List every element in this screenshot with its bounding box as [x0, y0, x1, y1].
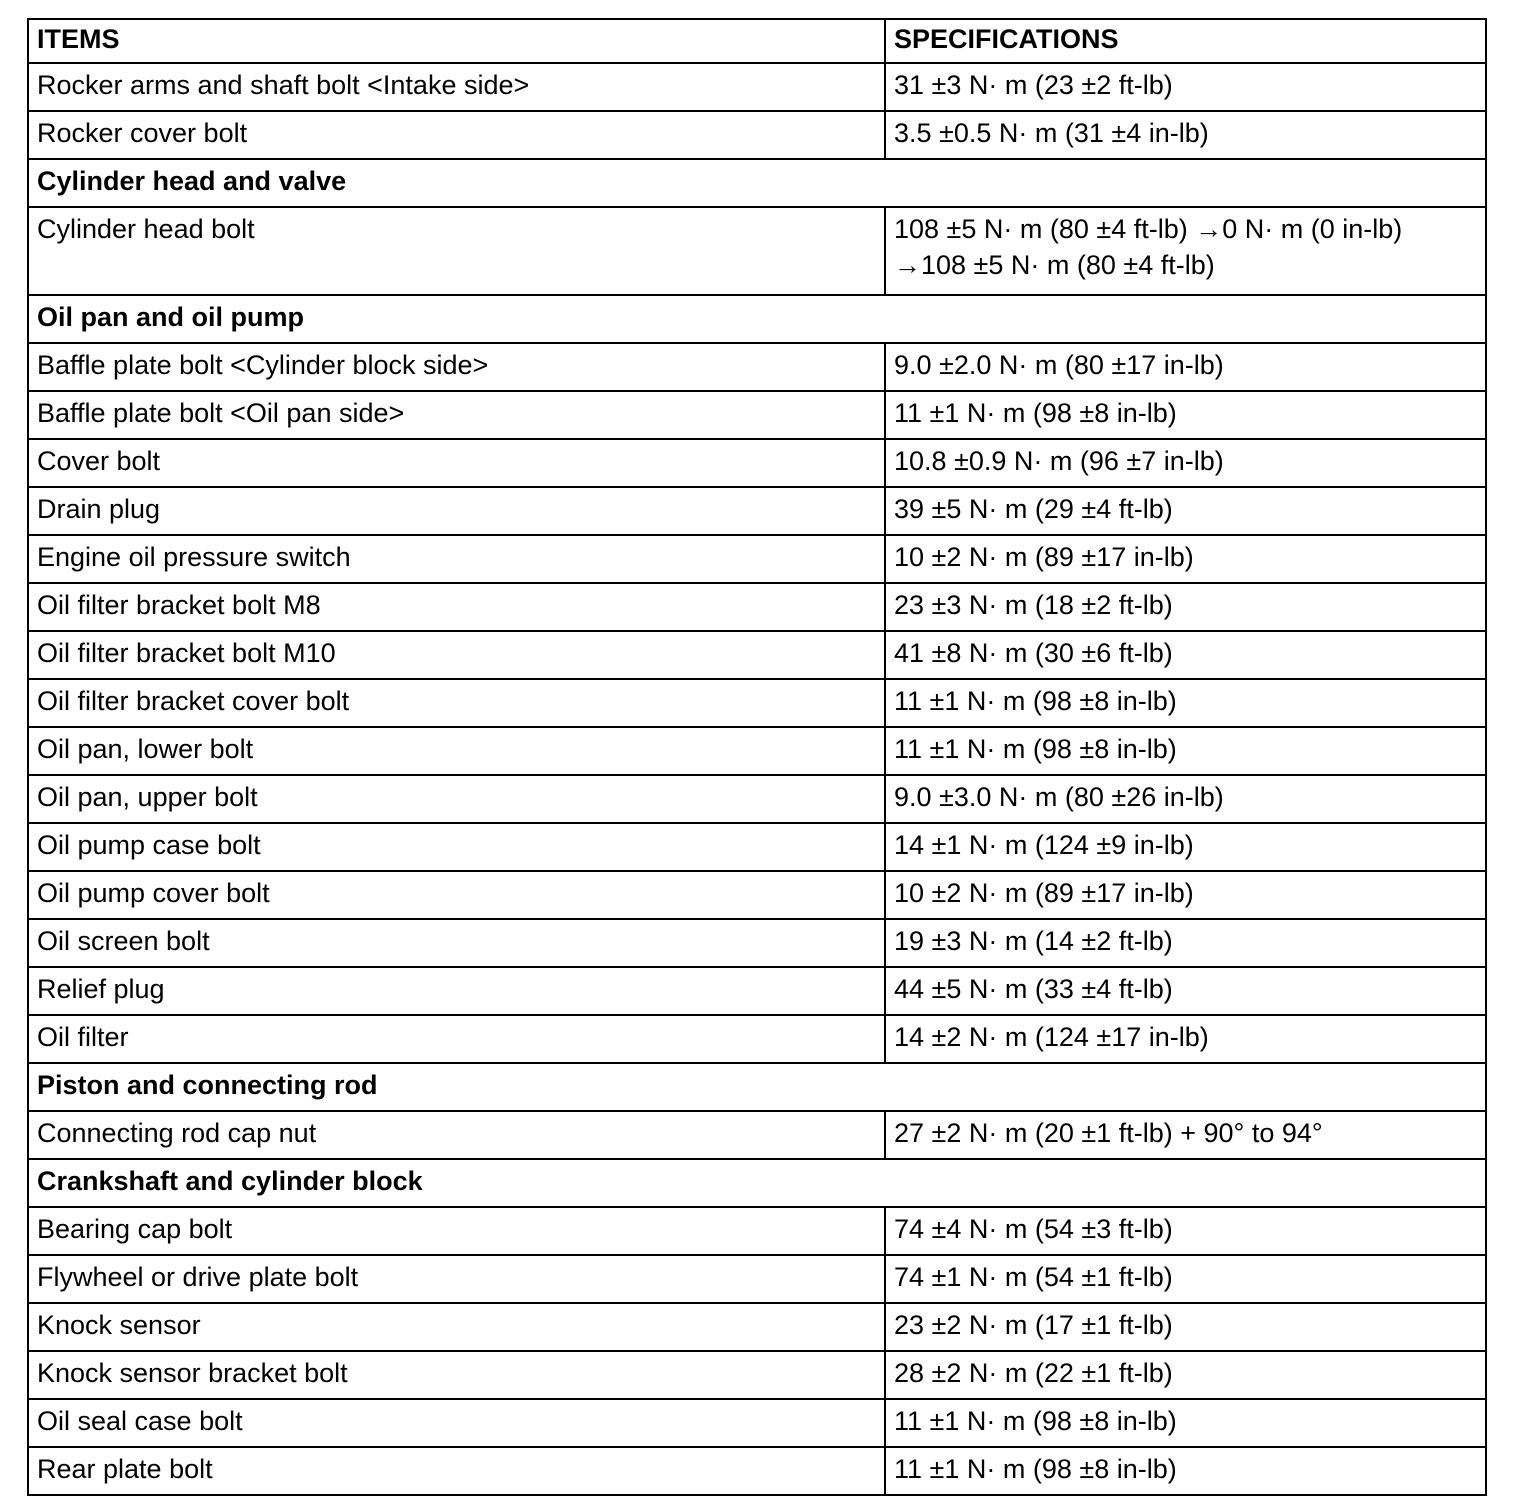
table-row [28, 919, 1486, 967]
table-row [28, 535, 1486, 583]
table-row [28, 487, 1486, 535]
section-row [28, 159, 1486, 207]
item-cell: Engine oil pressure switch [28, 535, 885, 583]
table-row [28, 823, 1486, 871]
spec-cell: 74 ±4 N· m (54 ±3 ft-lb) [885, 1207, 1486, 1255]
item-cell: Rocker cover bolt [28, 111, 885, 159]
item-cell: Oil filter bracket cover bolt [28, 679, 885, 727]
item-cell: Cover bolt [28, 439, 885, 487]
spec-cell: 23 ±3 N· m (18 ±2 ft-lb) [885, 583, 1486, 631]
section-row [28, 295, 1486, 343]
item-cell: Oil filter [28, 1015, 885, 1063]
spec-cell: 10.8 ±0.9 N· m (96 ±7 in-lb) [885, 439, 1486, 487]
spec-cell: 74 ±1 N· m (54 ±1 ft-lb) [885, 1255, 1486, 1303]
spec-cell: 11 ±1 N· m (98 ±8 in-lb) [885, 1447, 1486, 1495]
table-row [28, 871, 1486, 919]
section-row [28, 1063, 1486, 1111]
spec-cell: 3.5 ±0.5 N· m (31 ±4 in-lb) [885, 111, 1486, 159]
table-row [28, 1255, 1486, 1303]
table-row [28, 1447, 1486, 1495]
section-heading: Piston and connecting rod [28, 1063, 1486, 1111]
spec-cell: 41 ±8 N· m (30 ±6 ft-lb) [885, 631, 1486, 679]
table-row [28, 583, 1486, 631]
header-specifications: SPECIFICATIONS [885, 19, 1486, 63]
table-row [28, 967, 1486, 1015]
item-cell: Drain plug [28, 487, 885, 535]
table-row [28, 207, 1486, 295]
section-heading: Oil pan and oil pump [28, 295, 1486, 343]
header-items: ITEMS [28, 19, 885, 63]
table-row [28, 63, 1486, 111]
item-cell: Oil pan, lower bolt [28, 727, 885, 775]
spec-cell: 10 ±2 N· m (89 ±17 in-lb) [885, 871, 1486, 919]
table-row [28, 679, 1486, 727]
table-row [28, 1207, 1486, 1255]
table-row [28, 111, 1486, 159]
spec-line: →108 ±5 N· m (80 ±4 ft-lb) [894, 250, 1215, 280]
torque-spec-table [27, 18, 1487, 1496]
item-cell: Oil filter bracket bolt M10 [28, 631, 885, 679]
item-cell: Bearing cap bolt [28, 1207, 885, 1255]
spec-cell: 27 ±2 N· m (20 ±1 ft-lb) + 90° to 94° [885, 1111, 1486, 1159]
spec-cell: 11 ±1 N· m (98 ±8 in-lb) [885, 391, 1486, 439]
item-cell: Knock sensor bracket bolt [28, 1351, 885, 1399]
spec-cell: 14 ±1 N· m (124 ±9 in-lb) [885, 823, 1486, 871]
table-row [28, 727, 1486, 775]
item-cell: Oil screen bolt [28, 919, 885, 967]
table-row [28, 391, 1486, 439]
table-row [28, 1351, 1486, 1399]
section-row [28, 1159, 1486, 1207]
item-cell: Rear plate bolt [28, 1447, 885, 1495]
table-row [28, 1303, 1486, 1351]
spec-table-body [28, 19, 1486, 1495]
item-cell: Oil pan, upper bolt [28, 775, 885, 823]
spec-cell: 31 ±3 N· m (23 ±2 ft-lb) [885, 63, 1486, 111]
spec-cell: 44 ±5 N· m (33 ±4 ft-lb) [885, 967, 1486, 1015]
table-row [28, 1015, 1486, 1063]
item-cell: Oil filter bracket bolt M8 [28, 583, 885, 631]
item-cell: Baffle plate bolt <Oil pan side> [28, 391, 885, 439]
section-heading: Cylinder head and valve [28, 159, 1486, 207]
spec-cell: 9.0 ±3.0 N· m (80 ±26 in-lb) [885, 775, 1486, 823]
spec-cell: 11 ±1 N· m (98 ±8 in-lb) [885, 727, 1486, 775]
section-heading: Crankshaft and cylinder block [28, 1159, 1486, 1207]
spec-cell: 10 ±2 N· m (89 ±17 in-lb) [885, 535, 1486, 583]
spec-cell: 11 ±1 N· m (98 ±8 in-lb) [885, 679, 1486, 727]
item-cell: Flywheel or drive plate bolt [28, 1255, 885, 1303]
item-cell: Cylinder head bolt [28, 207, 885, 295]
item-cell: Oil pump case bolt [28, 823, 885, 871]
spec-cell: 23 ±2 N· m (17 ±1 ft-lb) [885, 1303, 1486, 1351]
item-cell: Relief plug [28, 967, 885, 1015]
spec-cell: 39 ±5 N· m (29 ±4 ft-lb) [885, 487, 1486, 535]
item-cell: Knock sensor [28, 1303, 885, 1351]
item-cell: Connecting rod cap nut [28, 1111, 885, 1159]
table-row [28, 343, 1486, 391]
spec-cell [885, 207, 1486, 295]
table-row [28, 1399, 1486, 1447]
table-row [28, 439, 1486, 487]
table-row [28, 1111, 1486, 1159]
item-cell: Oil pump cover bolt [28, 871, 885, 919]
item-cell: Rocker arms and shaft bolt <Intake side> [28, 63, 885, 111]
item-cell: Oil seal case bolt [28, 1399, 885, 1447]
table-row [28, 775, 1486, 823]
table-row [28, 631, 1486, 679]
spec-cell: 19 ±3 N· m (14 ±2 ft-lb) [885, 919, 1486, 967]
spec-cell: 14 ±2 N· m (124 ±17 in-lb) [885, 1015, 1486, 1063]
spec-cell: 28 ±2 N· m (22 ±1 ft-lb) [885, 1351, 1486, 1399]
spec-cell: 9.0 ±2.0 N· m (80 ±17 in-lb) [885, 343, 1486, 391]
spec-cell: 11 ±1 N· m (98 ±8 in-lb) [885, 1399, 1486, 1447]
spec-line: 108 ±5 N· m (80 ±4 ft-lb) →0 N· m (0 in-lb) [894, 214, 1403, 244]
item-cell: Baffle plate bolt <Cylinder block side> [28, 343, 885, 391]
table-header-row [28, 19, 1486, 63]
